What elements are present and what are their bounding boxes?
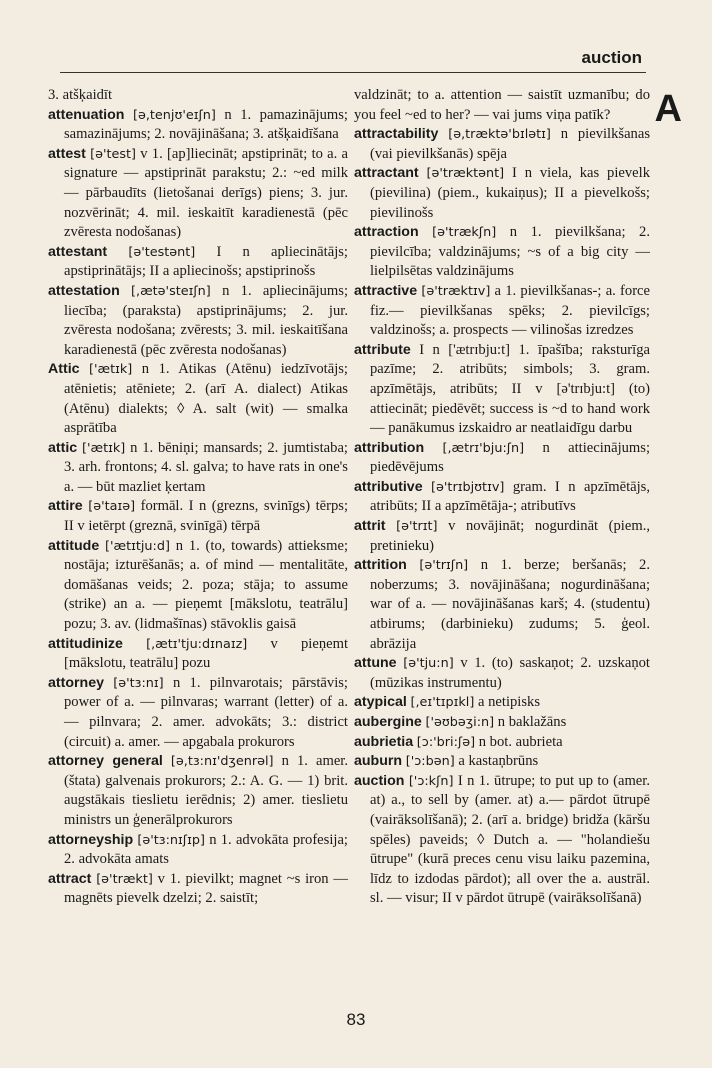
page-number: 83 <box>346 1010 366 1029</box>
entry-headword: auction <box>354 772 405 789</box>
dictionary-entry <box>354 654 650 693</box>
entry-definition: n 1. pamazinājums; samazinājums; 2. novājināšana; 3. atšķaidīšana <box>64 106 348 143</box>
entry-headword: auburn <box>354 753 403 770</box>
entry-transcription: [ə'trækʃn] <box>432 225 497 241</box>
entry-definition: n 1. amer. (štata) galvenais prokurors; 2.: A. G. — 1) brit. augstākais tieslietu ierēdnis; 2) amer. tieslietu ministrs un ģenerālprokurors <box>64 753 348 828</box>
dictionary-entry <box>48 752 348 830</box>
entry-definition: v 1. [ap]liecināt; apstiprināt; to a. a signature — apstiprināt parakstu; 2.: ~ed milk — pārbaudīts (lietošanai derīgs) piens; 3. jur. nozvērināt; 4. mil. ieskaitīt karadienestā (pēc zvēresta nodošanas) <box>64 145 348 241</box>
dictionary-entry <box>354 556 650 654</box>
dictionary-entry <box>48 360 348 438</box>
entry-definition: n attiecinājums; piedēvējums <box>370 439 651 476</box>
dictionary-entry <box>354 341 650 439</box>
dictionary-entry <box>48 635 348 674</box>
dictionary-entry <box>354 752 650 772</box>
entry-headword: attorneyship <box>48 831 134 848</box>
entry-transcription: ['ɔ:bən] <box>405 754 455 770</box>
entry-transcription: [ə'tɜ:nɪʃɪp] <box>137 832 205 848</box>
dictionary-entry <box>48 282 348 360</box>
entry-headword: attorney general <box>48 753 163 770</box>
dictionary-entry <box>354 713 650 733</box>
dictionary-entry <box>354 282 650 341</box>
dictionary-entry <box>48 870 348 909</box>
entry-headword: attractive <box>354 282 418 299</box>
dictionary-entry <box>48 537 348 635</box>
entry-transcription: [,ætrɪ'bju:ʃn] <box>442 440 525 456</box>
entry-transcription: [ə'testənt] <box>128 244 196 260</box>
entry-transcription: ['əʊbəʒi:n] <box>425 715 495 730</box>
entry-headword: atypical <box>354 694 407 711</box>
entry-transcription: [ə'træktɪv] <box>421 283 491 299</box>
entry-definition: n 1. pilnvarotais; pārstāvis; power of a. — pilnvaras; warrant (letter) of a. — pilnvara; 2. amer. advokāts; 3.: district (circuit) a. amer. — apgabala prokurors <box>64 674 348 750</box>
entry-definition: I n apliecinātājs; apstiprinātājs; II a apliecinošs; apstiprinošs <box>64 243 348 280</box>
dictionary-entry <box>354 478 650 517</box>
entry-headword: attractability <box>354 126 439 143</box>
entry-definition: a netipisks <box>477 694 541 711</box>
dictionary-entry <box>48 831 348 870</box>
entry-definition: n 1. advokāta profesija; 2. advokāta amats <box>64 831 348 868</box>
dictionary-entry <box>354 86 650 125</box>
entry-definition: 3. atšķaidīt <box>48 87 113 103</box>
entry-headword: attrition <box>354 557 407 574</box>
entry-headword: attorney <box>48 674 104 691</box>
entry-definition: v 1. (to) saskaņot; 2. uzskaņot (mūzikas instrumentu) <box>370 655 650 691</box>
entry-definition: I n 1. ūtrupe; to put up to (amer. at) a., to sell by (amer. at) a.— pārdot ūtrupē (vairāksolīšanā); 2. (arī a. bridge) bridža (kāršu spēles) paveids; ◊ Dutch a. — "holandiešu ūtrupe" (kurā preces cenu visu laiku pazemina, līdz to izdodas pārdot); all over the a. austrāl. sl. — visur; II v pārdot ūtrupē (vairāksolīšanā) <box>370 772 650 907</box>
entry-headword: attic <box>48 439 78 456</box>
dictionary-entry <box>48 497 348 536</box>
entry-definition: n 1. bēniņi; mansards; 2. jumtistaba; 3. arh. frontons; 4. sl. galva; to have rats in one's a. — būt mazliet ķertam <box>64 439 348 495</box>
entry-headword: attune <box>354 655 397 672</box>
entry-definition: n 1. apliecinājums; liecība; (paraksta) apstiprinājums; 2. jur. zvēresta nodošana; zvērests; 3. mil. ieskaitīšana karadienestā (pēc zvēresta nodošanas) <box>64 282 348 358</box>
entry-headword: attire <box>48 498 83 515</box>
dictionary-entry <box>48 145 348 243</box>
entry-headword: attrit <box>354 518 386 535</box>
dictionary-entry <box>48 243 348 282</box>
entry-headword: aubrietia <box>354 733 414 750</box>
entry-transcription: [ə'trækt] <box>96 871 153 887</box>
entry-definition: n 1. (to, towards) attieksme; nostāja; izturēšanās; a. of mind — mentalitāte, domāšanas veids; 2. poza; stāja; to assume (strike) an a. — pieņemt [mākslotu, teatrālu] pozu; 3. av. (lidmašīnas) stāvoklis gaisā <box>64 537 348 633</box>
header-rule <box>60 72 646 73</box>
dictionary-entry <box>354 223 650 282</box>
entry-headword: attraction <box>354 224 419 241</box>
entry-transcription: [,ætɪ'tju:dɪnaɪz] <box>146 636 248 652</box>
entry-definition: n 1. berze; beršanās; 2. noberzums; 3. novājināšana; nogurdināšana; war of a. — novājināšanas karš; 4. (studentu) atbirums; (darbinieku) zudums; 5. ģeol. abrāzija <box>370 557 650 652</box>
entry-transcription: ['ætɪk] <box>89 362 133 378</box>
entry-definition: I n viela, kas pievelk (pievilina) (piem., kukaiņus); II a pievelkošs; pievilinošs <box>370 165 651 221</box>
entry-transcription: [ə,træktə'bɪlətɪ] <box>448 127 551 143</box>
left-column <box>48 86 348 909</box>
right-column <box>354 86 650 909</box>
entry-definition: I n ['ætrɪbju:t] 1. īpašība; raksturīga pazīme; 2. atribūts; simbols; 3. gram. apzīmētājs, atribūts; II v [ə'trɪbju:t] (to) attiecināt; piedēvēt; success is ~d to hand work — panākumus izskaidro ar neatlaidīgu darbu <box>370 341 650 437</box>
entry-headword: attitudinize <box>48 635 123 652</box>
entry-definition: n pievilkšanas (vai pievilkšanās) spēja <box>370 126 651 162</box>
entry-headword: attestation <box>48 282 120 299</box>
dictionary-entry <box>48 439 348 498</box>
entry-definition: formāl. I n (grezns, svinīgs) tērps; II v ietērpt (greznā, svinīgā) tērpā <box>64 498 348 535</box>
running-head: auction <box>581 48 642 67</box>
entry-definition: v novājināt; nogurdināt (piem., pretinieku) <box>370 518 650 554</box>
entry-transcription: [ə,tenjʊ'eɪʃn] <box>132 107 216 123</box>
entry-transcription: [ə,tɜ:nɪ'dʒenrəl] <box>170 754 274 770</box>
entry-headword: attestant <box>48 243 108 260</box>
entry-transcription: ['ætɪtju:d] <box>105 538 170 554</box>
entry-definition: n 1. Atikas (Atēnu) iedzīvotājs; atēnietis; atēniete; 2. (arī A. dialect) Atikas (Atēnu) dialekts; ◊ A. salt (wit) — smalka asprātība <box>64 361 348 437</box>
entry-headword: attribute <box>354 341 411 358</box>
dictionary-entry <box>354 164 650 223</box>
entry-definition: v pieņemt [mākslotu, teatrālu] pozu <box>64 635 348 672</box>
entry-definition: valdzināt; to a. attention — saistīt uzmanību; do you feel ~ed to her? — vai jums viņa patīk? <box>354 87 650 123</box>
entry-headword: attenuation <box>48 106 125 123</box>
entry-definition: gram. I n apzīmētājs, atribūts; II a apzīmētāja-; atributīvs <box>370 478 651 515</box>
entry-headword: aubergine <box>354 714 422 730</box>
entry-headword: attribution <box>354 439 425 456</box>
dictionary-entry <box>48 106 348 145</box>
dictionary-entry <box>354 772 650 909</box>
entry-definition: v 1. pievilkt; magnet ~s iron — magnēts pievelk dzelzi; 2. saistīt; <box>64 870 348 907</box>
entry-transcription: [ə'tju:n] <box>403 656 454 672</box>
entry-transcription: ['ɔ:kʃn] <box>408 773 454 789</box>
entry-transcription: ['ætɪk] <box>82 440 126 456</box>
entry-headword: attract <box>48 870 92 887</box>
entry-transcription: [ə'test] <box>90 146 137 162</box>
entry-definition: n baklažāns <box>497 714 567 730</box>
dictionary-entry <box>354 439 650 478</box>
thumb-index-letter: A <box>654 88 682 130</box>
entry-transcription: [,ætə'steɪʃn] <box>131 283 211 299</box>
entry-definition: n bot. aubrieta <box>478 733 563 750</box>
entry-definition: n 1. pievilkšana; 2. pievilcība; valdzinājums; ~s of a big city — lielpilsētas valdzinājums <box>370 224 651 280</box>
dictionary-entry <box>354 693 650 713</box>
entry-headword: attributive <box>354 478 423 495</box>
entry-transcription: [ə'trɪʃn] <box>419 558 469 574</box>
entry-definition: a kastaņbrūns <box>458 753 539 770</box>
dictionary-entry <box>354 517 650 556</box>
entry-headword: attest <box>48 145 86 162</box>
dictionary-entry <box>354 125 650 164</box>
dictionary-entry <box>354 733 650 753</box>
entry-transcription: [ə'taɪə] <box>88 499 136 515</box>
entry-transcription: [ɔ:'bri:ʃə] <box>416 734 476 750</box>
entry-definition: a 1. pievilkšanas-; a. force fiz.— pievilkšanas spēks; 2. pievilcīgs; valdzinošs; a. prospects — vilinošas izredzes <box>370 282 651 339</box>
entry-headword: attractant <box>354 165 419 182</box>
entry-transcription: [ə'trɪt] <box>396 519 438 535</box>
dictionary-entry <box>48 674 348 752</box>
entry-headword: Attic <box>48 361 80 378</box>
dictionary-entry <box>48 86 348 106</box>
entry-transcription: [ə'tɜ:nɪ] <box>113 675 164 691</box>
entry-transcription: [ə'trɪbjʊtɪv] <box>431 479 505 495</box>
entry-headword: attitude <box>48 537 100 554</box>
entry-transcription: [ə'træktənt] <box>426 166 505 182</box>
entry-transcription: [,eɪ'tɪpɪkl] <box>410 695 475 711</box>
